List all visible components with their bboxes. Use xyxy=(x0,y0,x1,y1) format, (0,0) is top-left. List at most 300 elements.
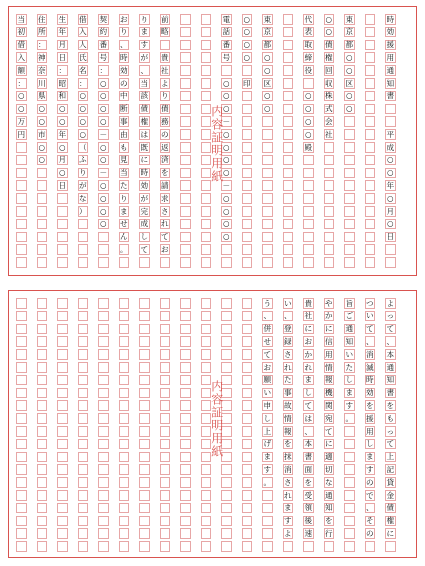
grid-char: ○ xyxy=(79,91,87,101)
grid-char: 済 xyxy=(160,155,169,165)
grid-char: ○ xyxy=(243,53,251,62)
grid-cell xyxy=(344,155,355,166)
grid-cell xyxy=(201,311,212,322)
grid-cell xyxy=(98,324,109,335)
grid-cell xyxy=(262,232,273,243)
grid-char: 請 xyxy=(160,181,169,190)
grid-cell xyxy=(242,244,253,255)
grid-cell xyxy=(16,490,27,501)
grid-char: 見 xyxy=(119,155,128,165)
grid-cell xyxy=(303,155,314,166)
grid-char: ま xyxy=(283,503,292,513)
grid-char: 通 xyxy=(345,324,354,334)
grid-char: ○ xyxy=(386,168,394,178)
grid-char: は xyxy=(140,129,149,139)
grid-cell xyxy=(119,516,130,527)
grid-char: ○ xyxy=(38,117,46,126)
grid-cell xyxy=(242,503,253,514)
grid-char: 知 xyxy=(386,375,395,385)
grid-char: 、 xyxy=(263,311,272,321)
grid-cell xyxy=(262,168,273,179)
grid-cell xyxy=(180,528,191,539)
grid-char: ○ xyxy=(345,65,353,75)
grid-cell xyxy=(98,413,109,424)
grid-char: 効 xyxy=(386,27,395,37)
grid-cell xyxy=(37,464,48,475)
grid-char: ○ xyxy=(99,78,107,88)
grid-char: し xyxy=(345,375,354,385)
grid-char: 本 xyxy=(304,439,313,449)
grid-char: 援 xyxy=(365,413,374,423)
grid-cell xyxy=(16,155,27,166)
grid-cell xyxy=(221,324,232,335)
grid-cell xyxy=(98,426,109,437)
grid-char: い xyxy=(365,311,374,321)
grid-cell xyxy=(344,116,355,127)
grid-cell xyxy=(201,232,212,243)
grid-cell xyxy=(283,244,294,255)
grid-cell xyxy=(139,375,150,386)
grid-char: よ xyxy=(160,78,169,88)
grid-cell xyxy=(262,142,273,153)
grid-char: 情 xyxy=(324,362,333,372)
grid-char: 受 xyxy=(304,490,313,500)
grid-cell xyxy=(119,362,130,373)
grid-cell xyxy=(78,232,89,243)
grid-char: う xyxy=(263,298,272,308)
grid-char: お xyxy=(119,14,128,24)
grid-cell xyxy=(57,490,68,501)
grid-char: ： xyxy=(17,78,26,88)
grid-char: ○ xyxy=(304,91,312,101)
grid-char: 債 xyxy=(140,104,149,114)
grid-cell xyxy=(98,336,109,347)
grid-cell xyxy=(324,155,335,166)
grid-char: 会 xyxy=(324,117,333,126)
grid-cell xyxy=(16,375,27,386)
grid-cell xyxy=(37,375,48,386)
grid-cell xyxy=(16,439,27,450)
grid-cell xyxy=(78,324,89,335)
grid-cell xyxy=(119,311,130,322)
grid-char: 区 xyxy=(263,78,272,88)
grid-char: 知 xyxy=(386,78,395,88)
grid-char: 前 xyxy=(160,14,169,24)
grid-char: せ xyxy=(119,219,128,229)
grid-cell xyxy=(365,104,376,115)
grid-char: ま xyxy=(263,452,272,462)
grid-char: ○ xyxy=(79,104,87,114)
grid-char: 録 xyxy=(283,337,292,346)
grid-cell xyxy=(98,464,109,475)
grid-cell xyxy=(385,104,396,115)
grid-cell xyxy=(78,388,89,399)
grid-char: 面 xyxy=(304,465,313,474)
grid-cell xyxy=(344,477,355,488)
grid-cell xyxy=(139,413,150,424)
grid-cell xyxy=(180,219,191,230)
grid-char: し xyxy=(365,439,374,449)
grid-cell xyxy=(201,528,212,539)
grid-char: ○ xyxy=(99,142,107,152)
grid-char: － xyxy=(99,168,108,178)
grid-cell xyxy=(180,490,191,501)
grid-char: 番 xyxy=(99,40,108,50)
grid-char: れ xyxy=(304,362,313,372)
grid-char: て xyxy=(386,324,395,334)
grid-char: に xyxy=(386,529,395,538)
grid-char: 年 xyxy=(58,27,67,37)
grid-cell xyxy=(303,193,314,204)
grid-cell xyxy=(37,324,48,335)
grid-char: 通 xyxy=(324,490,333,500)
stamp-label: 内容証明用紙 xyxy=(209,380,224,458)
grid-cell xyxy=(16,413,27,424)
grid-cell xyxy=(262,180,273,191)
grid-cell xyxy=(180,388,191,399)
grid-cell xyxy=(160,452,171,463)
grid-cell xyxy=(283,78,294,89)
grid-char: し xyxy=(263,413,272,423)
grid-cell xyxy=(201,298,212,309)
grid-cell xyxy=(57,375,68,386)
grid-cell xyxy=(37,336,48,347)
grid-cell xyxy=(242,142,253,153)
grid-char: の xyxy=(365,529,374,538)
grid-char: ○ xyxy=(263,104,271,114)
grid-cell xyxy=(139,464,150,475)
grid-char: ○ xyxy=(325,14,333,24)
grid-cell xyxy=(37,193,48,204)
grid-cell xyxy=(180,439,191,450)
grid-cell xyxy=(180,116,191,127)
grid-cell xyxy=(160,362,171,373)
grid-char: 収 xyxy=(324,78,333,88)
grid-char: ま xyxy=(365,452,374,462)
grid-cell xyxy=(221,528,232,539)
grid-cell xyxy=(139,528,150,539)
grid-char: お xyxy=(160,245,169,254)
grid-char: に xyxy=(304,324,313,334)
grid-cell xyxy=(78,464,89,475)
grid-cell xyxy=(385,116,396,127)
grid-char: 契 xyxy=(99,14,108,24)
grid-cell xyxy=(303,78,314,89)
grid-cell xyxy=(119,375,130,386)
grid-char: 切 xyxy=(324,465,333,474)
grid-cell xyxy=(221,503,232,514)
grid-cell xyxy=(16,311,27,322)
grid-cell xyxy=(57,206,68,217)
grid-char: 消 xyxy=(283,465,292,474)
grid-cell xyxy=(242,193,253,204)
grid-char: 日 xyxy=(386,232,395,242)
grid-char: ○ xyxy=(263,53,271,62)
grid-cell xyxy=(16,362,27,373)
grid-char: て xyxy=(386,439,395,449)
grid-char: 表 xyxy=(304,27,313,37)
grid-cell xyxy=(283,91,294,102)
grid-cell xyxy=(98,257,109,268)
grid-cell xyxy=(139,336,150,347)
grid-cell xyxy=(78,439,89,450)
grid-cell xyxy=(57,336,68,347)
grid-char: ○ xyxy=(58,117,66,126)
grid-cell xyxy=(324,180,335,191)
grid-cell xyxy=(98,349,109,360)
grid-char: し xyxy=(140,232,149,242)
grid-cell xyxy=(303,244,314,255)
grid-char: を xyxy=(386,401,395,410)
grid-cell xyxy=(16,142,27,153)
grid-cell xyxy=(98,439,109,450)
grid-char: 住 xyxy=(37,14,46,24)
grid-cell xyxy=(365,155,376,166)
grid-char: ○ xyxy=(99,206,107,216)
grid-char: っ xyxy=(386,311,395,321)
grid-cell xyxy=(37,362,48,373)
grid-char: 上 xyxy=(263,426,272,436)
grid-char: そ xyxy=(365,516,374,526)
grid-char: に xyxy=(324,324,333,334)
grid-char: 借 xyxy=(17,40,26,50)
grid-cell xyxy=(37,180,48,191)
grid-cell xyxy=(242,311,253,322)
grid-char: に xyxy=(324,439,333,449)
grid-cell xyxy=(98,400,109,411)
grid-cell xyxy=(37,244,48,255)
grid-char: 権 xyxy=(140,117,149,126)
grid-char: 月 xyxy=(58,155,67,165)
grid-cell xyxy=(78,219,89,230)
grid-cell xyxy=(303,541,314,552)
grid-char: ： xyxy=(99,65,108,75)
grid-char: す xyxy=(345,401,354,410)
grid-cell xyxy=(37,528,48,539)
grid-cell xyxy=(201,324,212,335)
grid-cell xyxy=(98,232,109,243)
grid-char: 通 xyxy=(386,362,395,372)
grid-char: 都 xyxy=(263,40,272,50)
grid-char: て xyxy=(263,349,272,359)
grid-char: 都 xyxy=(345,40,354,50)
grid-cell xyxy=(37,311,48,322)
grid-char: げ xyxy=(263,439,272,449)
grid-cell xyxy=(242,413,253,424)
grid-char: ○ xyxy=(222,91,230,101)
grid-char: 川 xyxy=(37,78,46,88)
grid-char: す xyxy=(283,516,292,526)
grid-cell xyxy=(365,180,376,191)
grid-char: 金 xyxy=(386,490,395,500)
grid-cell xyxy=(221,257,232,268)
grid-char: 入 xyxy=(78,27,87,37)
grid-cell xyxy=(57,400,68,411)
grid-char: 社 xyxy=(304,311,313,321)
grid-cell xyxy=(242,104,253,115)
grid-cell xyxy=(16,503,27,514)
grid-cell xyxy=(16,336,27,347)
grid-char: ○ xyxy=(263,91,271,101)
grid-char: 信 xyxy=(324,337,333,346)
grid-char: 旨 xyxy=(345,298,354,308)
grid-cell xyxy=(160,503,171,514)
grid-cell xyxy=(57,311,68,322)
grid-cell xyxy=(57,516,68,527)
grid-char: － xyxy=(99,129,108,139)
grid-cell xyxy=(242,452,253,463)
grid-cell xyxy=(139,324,150,335)
grid-char: た xyxy=(119,181,128,190)
grid-cell xyxy=(180,129,191,140)
grid-cell xyxy=(262,155,273,166)
grid-char: 電 xyxy=(222,14,231,24)
grid-cell xyxy=(78,244,89,255)
grid-char: 抹 xyxy=(283,452,292,462)
grid-cell xyxy=(242,336,253,347)
grid-cell xyxy=(57,464,68,475)
grid-char: な xyxy=(324,477,333,487)
grid-cell xyxy=(385,244,396,255)
grid-char: を xyxy=(160,168,169,178)
grid-char: 当 xyxy=(17,14,26,24)
grid-cell xyxy=(180,257,191,268)
grid-cell xyxy=(160,541,171,552)
grid-cell xyxy=(283,14,294,25)
grid-char: ○ xyxy=(99,155,107,165)
grid-cell xyxy=(78,349,89,360)
grid-cell xyxy=(57,528,68,539)
grid-cell xyxy=(139,400,150,411)
grid-cell xyxy=(37,257,48,268)
grid-char: 、 xyxy=(304,426,313,436)
grid-cell xyxy=(324,206,335,217)
grid-cell xyxy=(78,452,89,463)
grid-cell xyxy=(139,349,150,360)
grid-char: 知 xyxy=(324,503,333,513)
grid-char: 、 xyxy=(365,503,374,513)
grid-char: 月 xyxy=(58,40,67,50)
grid-cell xyxy=(365,52,376,63)
grid-char: 話 xyxy=(222,27,231,37)
grid-cell xyxy=(365,27,376,38)
grid-char: 月 xyxy=(386,206,395,216)
grid-cell xyxy=(180,349,191,360)
grid-cell xyxy=(324,168,335,179)
grid-cell xyxy=(344,464,355,475)
grid-char: 用 xyxy=(324,349,333,359)
grid-cell xyxy=(242,362,253,373)
grid-cell xyxy=(201,206,212,217)
grid-cell xyxy=(324,193,335,204)
grid-cell xyxy=(98,362,109,373)
grid-cell xyxy=(221,516,232,527)
grid-cell xyxy=(365,168,376,179)
grid-char: 知 xyxy=(345,337,354,346)
grid-char: 返 xyxy=(160,142,169,152)
grid-cell xyxy=(119,388,130,399)
grid-char: ○ xyxy=(304,117,312,126)
grid-cell xyxy=(344,257,355,268)
grid-cell xyxy=(201,257,212,268)
grid-cell xyxy=(221,336,232,347)
grid-char: 効 xyxy=(119,65,128,75)
grid-cell xyxy=(180,104,191,115)
grid-char: 万 xyxy=(17,117,26,126)
grid-char: ○ xyxy=(38,142,46,152)
grid-cell xyxy=(201,516,212,527)
grid-cell xyxy=(344,129,355,140)
grid-char: 成 xyxy=(140,219,149,229)
grid-cell xyxy=(139,541,150,552)
grid-cell xyxy=(78,257,89,268)
grid-char: ○ xyxy=(386,155,394,165)
grid-cell xyxy=(262,116,273,127)
grid-cell xyxy=(201,65,212,76)
grid-cell xyxy=(57,477,68,488)
grid-char: 債 xyxy=(386,503,395,513)
grid-cell xyxy=(37,516,48,527)
grid-char: ○ xyxy=(99,91,107,101)
grid-cell xyxy=(57,244,68,255)
grid-cell xyxy=(324,142,335,153)
grid-cell xyxy=(119,503,130,514)
grid-char: よ xyxy=(283,529,292,538)
grid-char: ○ xyxy=(304,104,312,114)
grid-char: す xyxy=(365,465,374,474)
grid-cell xyxy=(344,528,355,539)
grid-char: 。 xyxy=(263,477,272,487)
grid-cell xyxy=(160,257,171,268)
grid-char: 上 xyxy=(386,452,395,462)
grid-char: 中 xyxy=(119,91,128,101)
grid-char: 京 xyxy=(263,27,272,37)
grid-char: り xyxy=(119,27,128,37)
grid-cell xyxy=(78,426,89,437)
grid-char: に xyxy=(140,155,149,165)
grid-char: か xyxy=(324,311,333,321)
grid-cell xyxy=(283,180,294,191)
grid-cell xyxy=(180,464,191,475)
grid-cell xyxy=(324,232,335,243)
grid-cell xyxy=(16,541,27,552)
grid-cell xyxy=(160,413,171,424)
grid-cell xyxy=(180,232,191,243)
grid-cell xyxy=(98,528,109,539)
grid-cell xyxy=(119,426,130,437)
grid-char: 代 xyxy=(304,14,313,24)
grid-cell xyxy=(119,298,130,309)
grid-char: 効 xyxy=(140,181,149,190)
grid-char: よ xyxy=(386,298,395,308)
grid-char: 額 xyxy=(17,65,26,75)
grid-cell xyxy=(201,477,212,488)
grid-char: ん xyxy=(119,232,128,242)
grid-char: 神 xyxy=(37,53,46,62)
grid-cell xyxy=(98,490,109,501)
grid-cell xyxy=(344,426,355,437)
grid-cell xyxy=(201,464,212,475)
grid-cell xyxy=(160,375,171,386)
grid-cell xyxy=(78,490,89,501)
grid-cell xyxy=(160,298,171,309)
grid-cell xyxy=(365,91,376,102)
grid-cell xyxy=(344,168,355,179)
grid-cell xyxy=(119,324,130,335)
grid-char: 由 xyxy=(119,129,128,139)
grid-char: 書 xyxy=(304,452,313,462)
grid-char: は xyxy=(304,413,313,423)
